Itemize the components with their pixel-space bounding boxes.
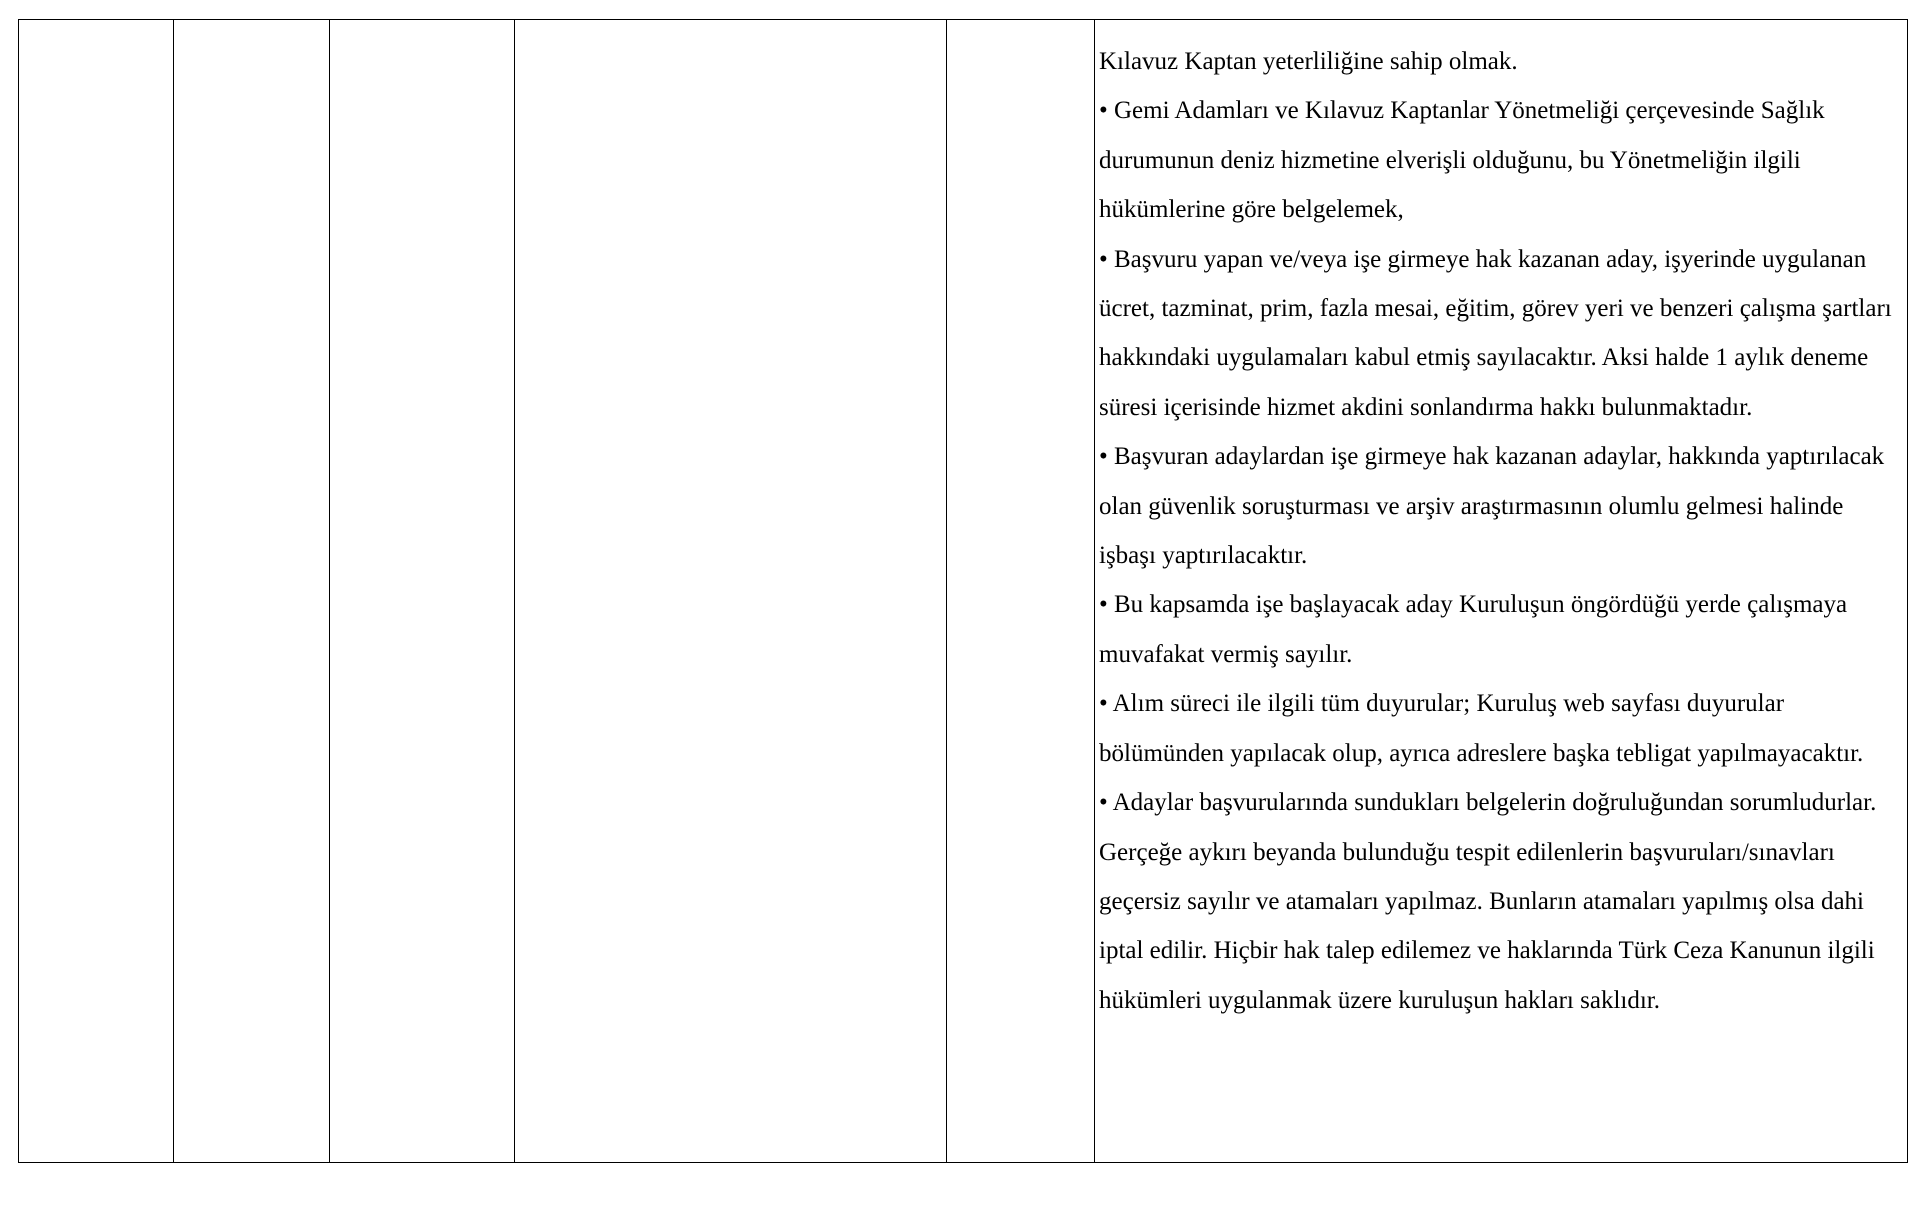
empty-cell-2 xyxy=(174,20,330,1163)
requirements-table xyxy=(18,19,1908,1163)
empty-cell-3 xyxy=(330,20,515,1163)
empty-cell-1 xyxy=(19,20,174,1163)
empty-cell-5 xyxy=(947,20,1095,1163)
requirement-paragraph: • Gemi Adamları ve Kılavuz Kaptanlar Yönetmeliği çerçevesinde Sağlık durumunun deniz hizmetine elverişli olduğunu, bu Yönetmeliğin ilgili hükümlerine göre belgelemek, xyxy=(1099,97,1825,224)
requirement-paragraph: • Alım süreci ile ilgili tüm duyurular; Kuruluş web sayfası duyurular bölümünden yapılacak olup, ayrıca adreslere başka tebligat yapılmayacaktır. xyxy=(1099,690,1864,767)
requirements-cell xyxy=(1095,20,1908,1163)
requirement-paragraph: Kılavuz Kaptan yeterliliğine sahip olmak. xyxy=(1099,48,1518,75)
empty-cell-4 xyxy=(515,20,947,1163)
requirement-paragraph: • Başvuran adaylardan işe girmeye hak kazanan adaylar, hakkında yaptırılacak olan güvenlik soruşturması ve arşiv araştırmasının olumlu gelmesi halinde işbaşı yaptırılacaktır. xyxy=(1099,443,1885,570)
requirement-paragraph: • Başvuru yapan ve/veya işe girmeye hak kazanan aday, işyerinde uygulanan ücret, tazminat, prim, fazla mesai, eğitim, görev yeri ve benzeri çalışma şartları hakkındaki uygulamaları kabul etmiş sayılacaktır. Aksi halde 1 aylık deneme süresi içerisinde hizmet akdini sonlandırma hakkı bulunmaktadır. xyxy=(1099,245,1892,421)
requirement-paragraph: • Bu kapsamda işe başlayacak aday Kuruluşun öngördüğü yerde çalışmaya muvafakat vermiş sayılır. xyxy=(1099,591,1848,668)
table-row xyxy=(19,20,1908,1163)
requirement-paragraph: • Adaylar başvurularında sundukları belgelerin doğruluğundan sorumludurlar. Gerçeğe aykırı beyanda bulunduğu tespit edilenlerin başvuruları/sınavları geçersiz sayılır ve atamaları yapılmaz. Bunların atamaları yapılmış olsa dahi iptal edilir. Hiçbir hak talep edilemez ve haklarında Türk Ceza Kanunun ilgili hükümleri uygulanmak üzere kuruluşun hakları saklıdır. xyxy=(1099,789,1877,1014)
